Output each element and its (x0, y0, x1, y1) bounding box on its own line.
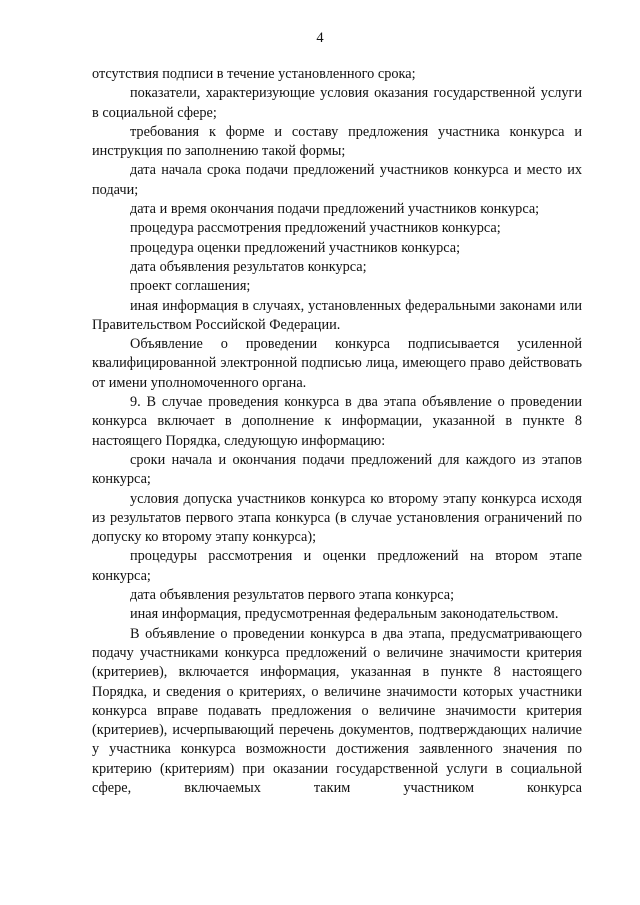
paragraph: требования к форме и составу предложения участника конкурса и инструкция по заполнению такой формы; (92, 123, 582, 160)
paragraph: дата начала срока подачи предложений участников конкурса и место их подачи; (92, 162, 582, 198)
paragraph: проект соглашения; (130, 278, 251, 295)
paragraph: дата объявления результатов первого этапа конкурса; (130, 587, 455, 604)
paragraph: процедуры рассмотрения и оценки предложений на втором этапе конкурса; (92, 548, 582, 584)
paragraph: дата и время окончания подачи предложений участников конкурса; (130, 201, 540, 218)
paragraph: процедура оценки предложений участников конкурса; (130, 239, 461, 256)
paragraph: условия допуска участников конкурса ко второму этапу конкурса исходя из результатов первого этапа конкурса (в случае установления ограничений по допуску ко второму этапу конкурса); (92, 490, 582, 546)
paragraph: В объявление о проведении конкурса в два этапа, предусматривающего подачу участниками конкурса предложений о величине значимости критерия (критериев), включается информация, указанная в пункте 8 настоящего Порядка, и сведения о критериях, о величине значимости которых участники конкурса вправе подавать предложения о величине значимости критерия (критериев), исчерпывающий перечень документов, подтверждающих наличие у участника конкурса возможности достижения заявленного значения по критерию (критериям) при оказании государственной услуги в социальной сфере, включаемых таким участником конкурса (92, 625, 582, 796)
paragraph: процедура рассмотрения предложений участников конкурса; (130, 220, 501, 237)
paragraph: 9. В случае проведения конкурса в два этапа объявление о проведении конкурса включает в дополнение к информации, указанной в пункте 8 настоящего Порядка, следующую информацию: (92, 394, 582, 449)
document-body (92, 65, 582, 798)
paragraph: иная информация, предусмотренная федеральным законодательством. (130, 606, 559, 623)
paragraph: иная информация в случаях, установленных федеральными законами или Правительством Российской Федерации. (92, 297, 582, 333)
paragraph: сроки начала и окончания подачи предложений для каждого из этапов конкурса; (92, 451, 582, 488)
paragraph: Объявление о проведении конкурса подписывается усиленной квалифицированной электронной подписью лица, имеющего право действовать от имени уполномоченного органа. (92, 336, 582, 391)
paragraph: отсутствия подписи в течение установленного срока; (92, 66, 416, 82)
page-number: 4 (316, 30, 324, 46)
paragraph: дата объявления результатов конкурса; (130, 258, 367, 275)
paragraph: показатели, характеризующие условия оказания государственной услуги в социальной сфере; (92, 85, 582, 121)
